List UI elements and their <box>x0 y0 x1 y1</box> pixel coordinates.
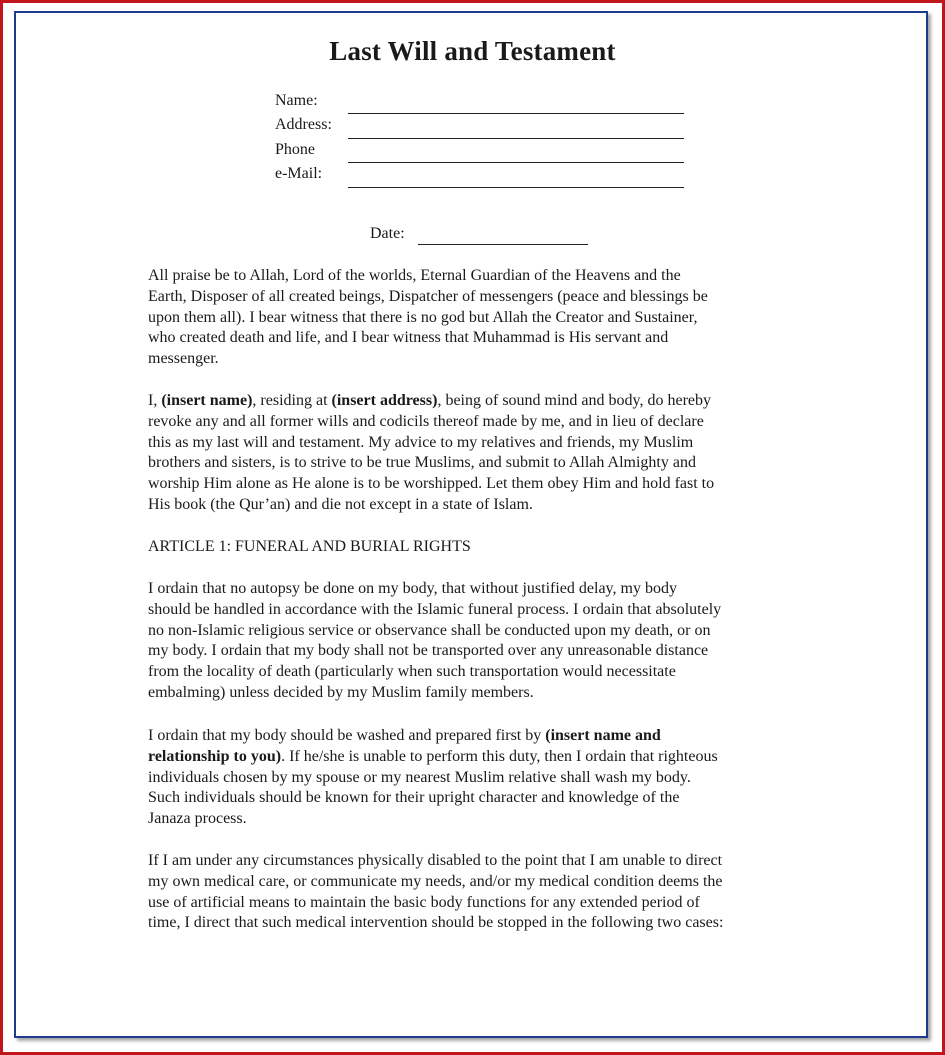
intro-line: messenger. <box>148 350 219 368</box>
medical-line: use of artificial means to maintain the basic body functions for any extended period of <box>148 893 700 911</box>
washing-line: I ordain that my body should be washed and prepared first by (insert name and <box>148 727 661 744</box>
autopsy-paragraph <box>148 579 818 704</box>
medical-paragraph <box>148 851 818 934</box>
autopsy-line: should be handled in accordance with the Islamic funeral process. I ordain that absolutely <box>148 600 722 618</box>
declaration-line: brothers and sisters, is to strive to be true Muslims, and submit to Allah Almighty and <box>148 454 696 472</box>
autopsy-line: from the locality of death (particularly when such transportation would necessitate <box>148 663 676 681</box>
name-blank-line[interactable] <box>348 113 684 114</box>
date-field <box>370 222 405 246</box>
address-blank-line[interactable] <box>348 138 684 139</box>
washing-paragraph <box>148 726 818 830</box>
autopsy-line: I ordain that no autopsy be done on my body, that without justified delay, my body <box>148 580 677 597</box>
document-title: Last Will and Testament <box>329 36 616 66</box>
autopsy-line: embalming) unless decided by my Muslim family members. <box>148 683 534 701</box>
phone-blank-line[interactable] <box>348 162 684 163</box>
name-label: Name: <box>275 92 318 109</box>
intro-line: upon them all). I bear witness that there is no god but Allah the Creator and Sustainer, <box>148 308 698 326</box>
date-blank-line[interactable] <box>418 244 588 245</box>
medical-line: If I am under any circumstances physically disabled to the point that I am unable to direct <box>148 852 723 869</box>
declaration-line: worship Him alone as He alone is to be worshipped. Let them obey Him and hold fast to <box>148 475 715 493</box>
washing-line: Janaza process. <box>148 810 247 828</box>
email-label: e-Mail: <box>275 165 323 182</box>
insert-name-relationship-placeholder: (insert name and <box>545 727 661 744</box>
intro-line: All praise be to Allah, Lord of the worlds, Eternal Guardian of the Heavens and the <box>148 267 681 284</box>
declaration-paragraph <box>148 391 818 516</box>
medical-line: time, I direct that such medical intervention should be stopped in the following two cases: <box>148 914 724 932</box>
intro-line: Earth, Disposer of all created beings, Dispatcher of messengers (peace and blessings be <box>148 287 708 305</box>
declaration-line: this as my last will and testament. My advice to my relatives and friends, my Muslim <box>148 433 694 451</box>
insert-address-placeholder: (insert address) <box>331 392 438 409</box>
article-1-heading: ARTICLE 1: FUNERAL AND BURIAL RIGHTS <box>148 538 471 555</box>
medical-line: my own medical care, or communicate my needs, and/or my medical condition deems the <box>148 872 723 890</box>
phone-label: Phone <box>275 141 315 158</box>
relationship-placeholder: relationship to you) <box>148 747 282 765</box>
autopsy-line: my body. I ordain that my body shall not be transported over any unreasonable distance <box>148 642 709 660</box>
insert-name-placeholder: (insert name) <box>161 392 253 409</box>
declaration-line: revoke any and all former wills and codicils thereof made by me, and in lieu of declare <box>148 412 704 430</box>
date-label: Date: <box>370 225 405 242</box>
declaration-line: I, (insert name), residing at (insert address), being of sound mind and body, do hereby <box>148 392 712 409</box>
washing-line: individuals chosen by my spouse or my nearest Muslim relative shall wash my body. <box>148 768 691 786</box>
intro-line: who created death and life, and I bear witness that Muhammad is His servant and <box>148 329 669 347</box>
washing-line: relationship to you). If he/she is unable to perform this duty, then I ordain that righteous <box>148 747 718 765</box>
declaration-line: His book (the Qur’an) and die not except in a state of Islam. <box>148 495 533 513</box>
washing-line: Such individuals should be known for their upright character and knowledge of the <box>148 789 680 807</box>
intro-paragraph <box>148 266 818 370</box>
address-label: Address: <box>275 116 332 133</box>
autopsy-line: no non-Islamic religious service or observance shall be conducted upon my death, or on <box>148 621 711 639</box>
email-blank-line[interactable] <box>348 187 684 188</box>
